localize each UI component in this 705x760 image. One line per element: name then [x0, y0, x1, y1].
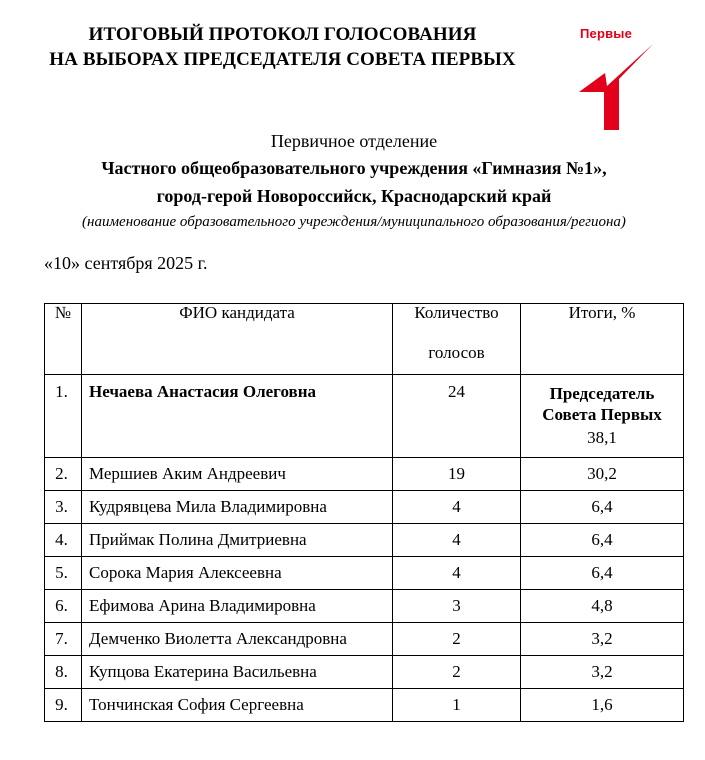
document-title: [0, 22, 565, 73]
candidate-votes: 3: [393, 590, 521, 623]
candidate-percent: 30,2: [521, 458, 684, 491]
candidate-votes: 1: [393, 689, 521, 722]
table-row: [45, 590, 684, 623]
candidate-percent: 3,2: [521, 656, 684, 689]
candidate-name: Нечаева Анастасия Олеговна: [82, 375, 393, 458]
candidate-name: Приймак Полина Дмитриевна: [82, 524, 393, 557]
candidate-name: Купцова Екатерина Васильевна: [82, 656, 393, 689]
row-number: 7.: [45, 623, 82, 656]
organization-location: город-герой Новороссийск, Краснодарский край: [156, 185, 552, 206]
table-row: [45, 491, 684, 524]
award-title-line-1: Председатель: [549, 384, 655, 403]
table-body: [45, 375, 684, 722]
candidate-name: Ефимова Арина Владимировна: [82, 590, 393, 623]
candidate-percent: 38,1: [587, 427, 617, 447]
candidate-percent: 3,2: [521, 623, 684, 656]
row-number: 5.: [45, 557, 82, 590]
column-header-candidate-name: ФИО кандидата: [82, 304, 393, 375]
organization-subdivision: Первичное отделение: [270, 131, 438, 151]
column-header-number: №: [45, 304, 82, 375]
organization-block: [18, 128, 690, 233]
award-title-line-2: Совета Первых: [542, 405, 662, 425]
candidate-percent: 6,4: [521, 524, 684, 557]
movement-logo: [575, 18, 670, 130]
column-header-votes: [393, 304, 521, 375]
table-row: [45, 524, 684, 557]
logo-wordmark: Первые: [580, 26, 633, 41]
candidate-votes: 2: [393, 656, 521, 689]
table-row: [45, 458, 684, 491]
column-header-votes-line-2: голосов: [428, 343, 485, 362]
document-title-line-2: НА ВЫБОРАХ ПРЕДСЕДАТЕЛЯ СОВЕТА ПЕРВЫХ: [49, 49, 516, 71]
row-number: 1.: [45, 375, 82, 458]
candidate-votes: 2: [393, 623, 521, 656]
candidate-name: Тончинская София Сергеевна: [82, 689, 393, 722]
row-number: 2.: [45, 458, 82, 491]
up-right-arrow-icon: [575, 42, 657, 130]
row-number: 3.: [45, 491, 82, 524]
candidate-votes: 4: [393, 491, 521, 524]
table-header-row: [45, 304, 684, 375]
table-row: [45, 656, 684, 689]
organization-hint-note: (наименование образовательного учреждения/муниципального образования/региона): [82, 213, 626, 230]
candidate-result: [521, 375, 684, 458]
candidate-percent: 6,4: [521, 557, 684, 590]
table-row: [45, 557, 684, 590]
candidate-votes: 19: [393, 458, 521, 491]
candidate-votes: 24: [393, 375, 521, 458]
table-row: [45, 689, 684, 722]
row-number: 9.: [45, 689, 82, 722]
protocol-date: «10» сентября 2025 г.: [44, 253, 208, 273]
candidate-percent: 6,4: [521, 491, 684, 524]
candidate-votes: 4: [393, 557, 521, 590]
column-header-votes-line-1: Количество: [414, 303, 499, 322]
row-number: 8.: [45, 656, 82, 689]
document-title-line-1: ИТОГОВЫЙ ПРОТОКОЛ ГОЛОСОВАНИЯ: [88, 24, 477, 45]
candidate-name: Мершиев Аким Андреевич: [82, 458, 393, 491]
table-row: [45, 375, 684, 458]
candidate-name: Демченко Виолетта Александровна: [82, 623, 393, 656]
table-row: [45, 623, 684, 656]
candidate-percent: 4,8: [521, 590, 684, 623]
candidate-name: Кудрявцева Мила Владимировна: [82, 491, 393, 524]
candidate-percent: 1,6: [521, 689, 684, 722]
row-number: 4.: [45, 524, 82, 557]
organization-name: Частного общеобразовательного учреждения «Гимназия №1»,: [101, 158, 607, 178]
candidate-name: Сорока Мария Алексеевна: [82, 557, 393, 590]
column-header-result-percent: Итоги, %: [521, 304, 684, 375]
row-number: 6.: [45, 590, 82, 623]
vote-results-table: [44, 303, 684, 722]
candidate-votes: 4: [393, 524, 521, 557]
